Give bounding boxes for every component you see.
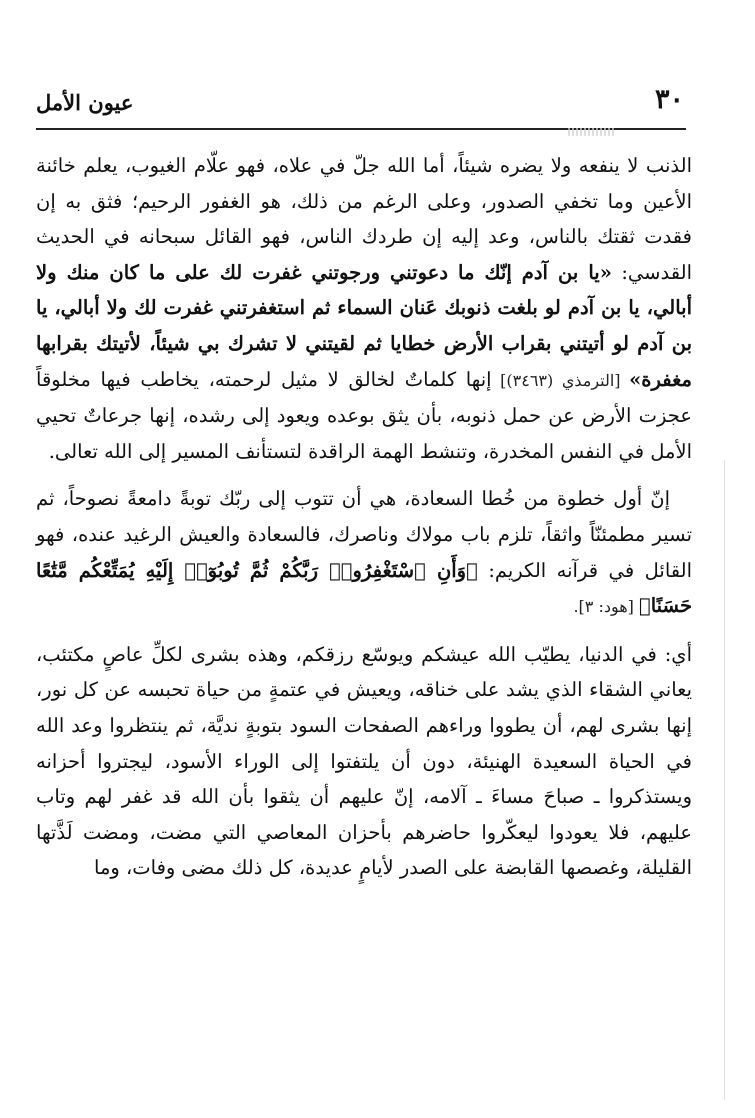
paragraph-2 [36,481,692,624]
page-body [36,148,692,898]
hadith-quote: «يا بن آدم إنّك ما دعوتني ورجوتني غفرت لك على ما كان منك ولا أبالي، يا بن آدم لو بلغت ذنوبك عَنان السماء ثم استغفرتني غفرت لك ولا أبالي، يا بن آدم لو أتيتني بقراب الأرض خطايا ثم لقيتني لا تشرك بي شيئاً، لأتيتك بقرابها مغفرة» [36,260,692,391]
scan-stamp-mark [568,128,614,136]
paragraph-1-commentary: إنها كلماتٌ لخالق لا مثيل لرحمته، يخاطب فيها مخلوقاً عجزت الأرض عن حمل ذنوبه، بأن يثق بوعده ويعود إلى رشده، إنها جرعاتٌ تحيي الأمل في النفس المخدرة، وتنشط الهمة الراقدة لتستأنف المسير إلى الله تعالى. [36,367,692,463]
hadith-reference: [الترمذي (٣٤٦٣)] [491,370,630,390]
page-number: ٣٠ [654,84,684,115]
paragraph-2-text: إنّ أول خطوة من خُطا السعادة، هي أن تتوب إلى ربّك توبةً دامعةً نصوحاً، ثم تسير مطمئنّاً واثقاً، تلزم باب مولاك وناصرك، فالسعادة والعيش الرغيد عنده، فهو القائل في قرآنه الكريم: [36,487,692,582]
paragraph-1 [36,148,692,469]
margin-line [724,460,725,1100]
paragraph-1-intro: الذنب لا ينفعه ولا يضره شيئاً، أما الله جلّ في علاه، فهو علّام الغيوب، يعلم خائنة الأعين وما تخفي الصدور، وعلى الرغم من ذلك، هو الغفور الرحيم؛ فثق به إن فقدت ثقتك بالناس، وعد إليه إن طردك الناس، فهو القائل سبحانه في الحديث القدسي: [36,154,692,284]
book-title: عيون الأمل [36,90,134,115]
verse-reference: [هود: ٣]. [573,597,640,617]
page-header [36,84,686,130]
paragraph-3: أي: في الدنيا، يطيّب الله عيشكم ويوسّع رزقكم، وهذه بشرى لكلِّ عاصٍ مكتئب، يعاني الشقاء الذي يشد على خناقه، ويعيش في عتمةٍ من حياة تحبسه عن كل نور، إنها بشرى لهم، أن يطووا وراءهم الصفحات السود بتوبةٍ نديَّة، ثم ينتظروا وعد الله في الحياة السعيدة الهنيئة، دون أن يلتفتوا إلى الوراء الأسود، ليجتروا أحزانه ويستذكروا ـ صباحَ مساءَ ـ آلامه، إنّ عليهم أن يثقوا بأن الله قد غفر لهم وتاب عليهم، فلا يعودوا ليعكّروا حاضرهم بأحزان المعاصي التي مضت، ومضت لَذَّتها القليلة، وغصصها القابضة على الصدر لأيامٍ عديدة، كل ذلك مضى وفات، وما [36,642,692,880]
quran-verse: ﴿وَأَنِ ٱسْتَغْفِرُوا۟ رَبَّكُمْ ثُمَّ تُوبُوٓا۟ إِلَيْهِ يُمَتِّعْكُم مَّتَٰعًا حَسَنًا﴾ [36,558,692,618]
